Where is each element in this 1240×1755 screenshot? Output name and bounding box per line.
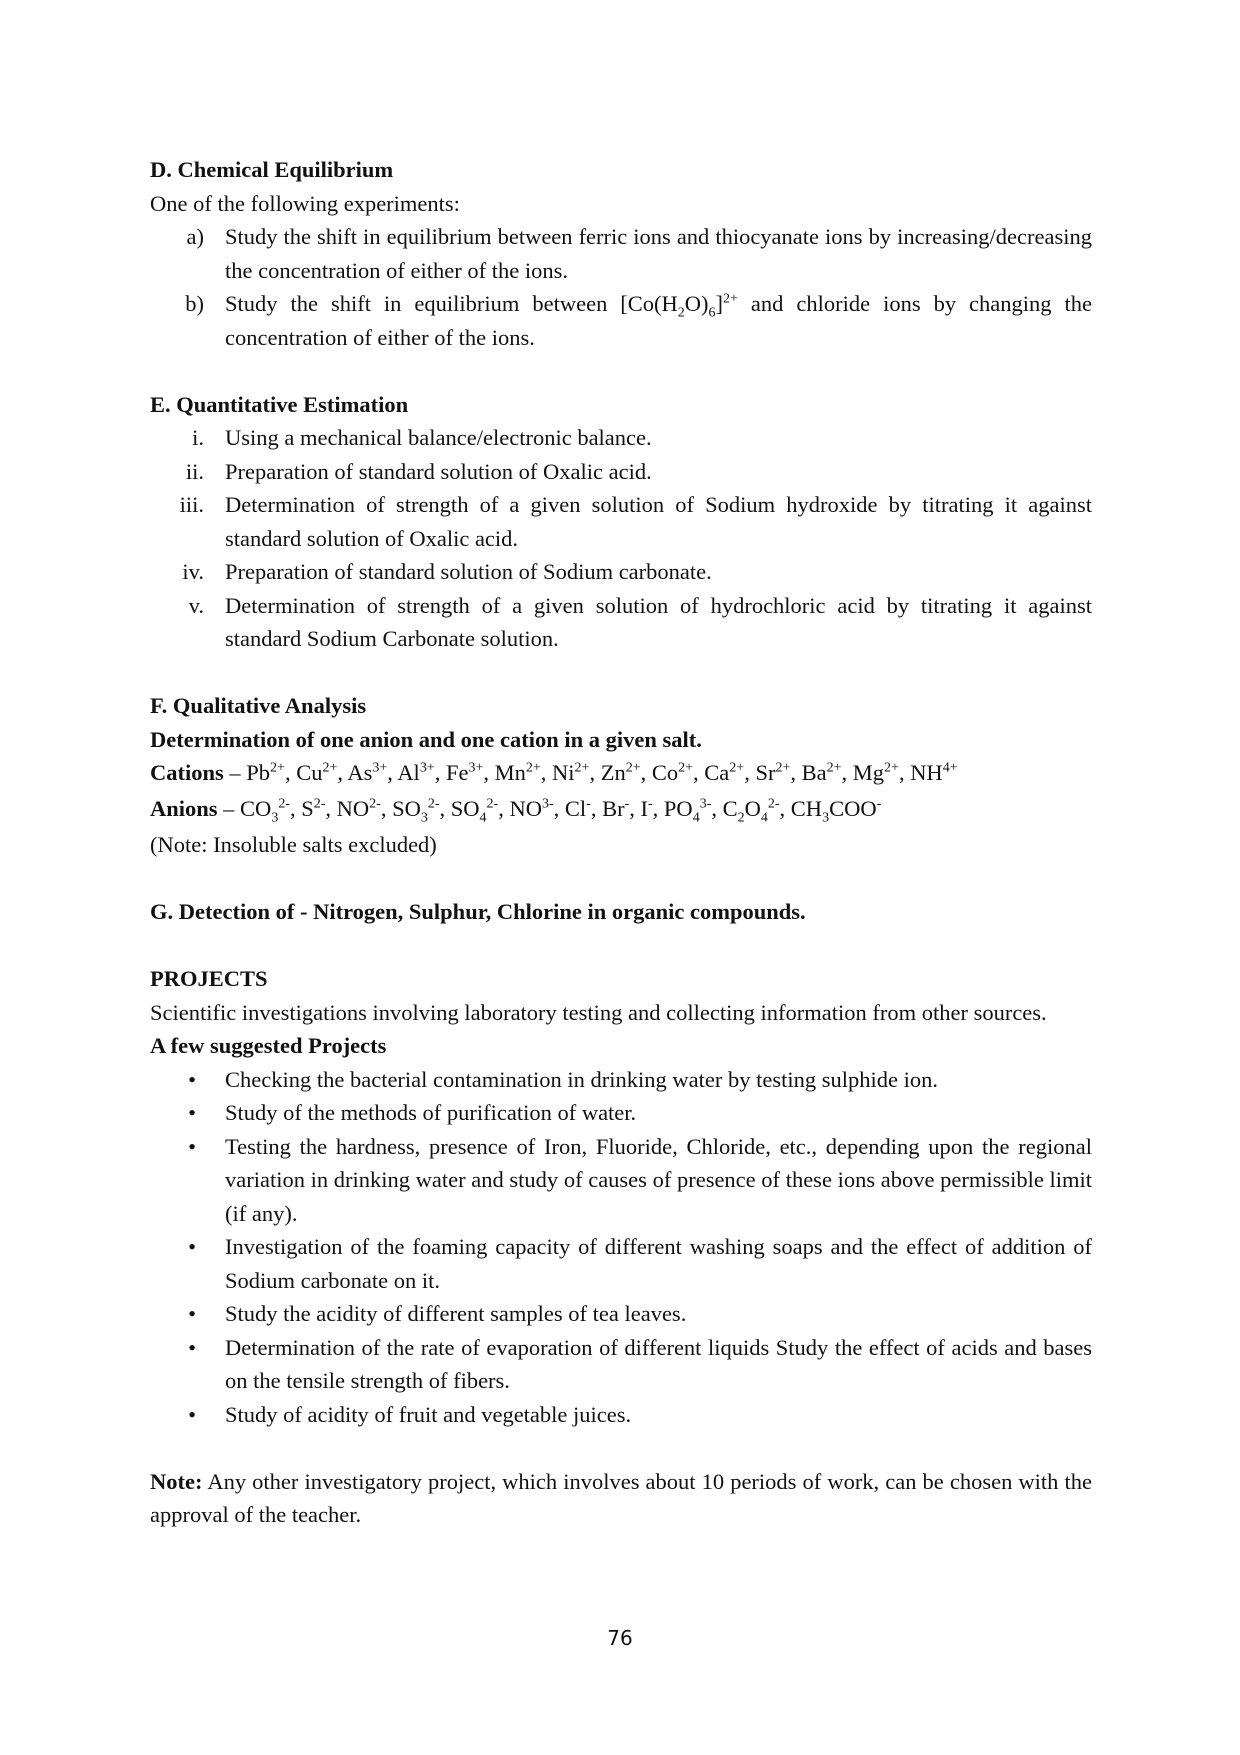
project-item-text: Study of the methods of purification of water.	[225, 1100, 637, 1125]
section-d-heading: D. Chemical Equilibrium	[150, 157, 394, 182]
projects-heading: PROJECTS	[150, 966, 268, 991]
section-f-note: (Note: Insoluble salts excluded)	[150, 832, 437, 857]
ion: Br-	[602, 796, 630, 821]
project-item-text: Study the acidity of different samples of tea leaves.	[225, 1301, 687, 1326]
note-label: Note:	[150, 1468, 203, 1494]
anions-list: $CO_3^{2-}$, $S^{2-}$, $NO^{2-}$, $SO_3^{2-}$, $SO_4^{2-}$, $NO^{3-}$, Cl-, Br-, I-, $PO_4^{3-}$, $C_2O_4^{2-}$, $CH_3COO^-$	[240, 796, 882, 826]
list-item	[150, 455, 1092, 489]
list-item-text: Determination of strength of a given solution of Sodium hydroxide by titrating it against standard solution of Oxalic acid.	[225, 492, 1092, 551]
list-item-text: Using a mechanical balance/electronic balance.	[225, 425, 652, 450]
cations-list: $Pb^{2+}$, $Cu^{2+}$, $As^{3+}$, $Al^{3+}$, $Fe^{3+}$, $Mn^{2+}$, $Ni^{2+}$, $Zn^{2+}$, $Co^{2+}$, $Ca^{2+}$, $Sr^{2+}$, $Ba^{2+}$, $Mg^{2+}$, $NH^{4+}$	[246, 760, 958, 785]
project-item	[150, 1063, 1092, 1097]
section-f-heading: F. Qualitative Analysis	[150, 693, 367, 718]
cations-line: Cations – $Pb^{2+}$, $Cu^{2+}$, $As^{3+}$, $Al^{3+}$, $Fe^{3+}$, $Mn^{2+}$, $Ni^{2+}$, $Zn^{2+}$, $Co^{2+}$, $Ca^{2+}$, $Sr^{2+}$, $Ba^{2+}$, $Mg^{2+}$, $NH^{4+}$	[150, 760, 958, 785]
ion: $SO_3^{2-}$	[392, 796, 440, 826]
anions-line: Anions – $CO_3^{2-}$, $S^{2-}$, $NO^{2-}$, $SO_3^{2-}$, $SO_4^{2-}$, $NO^{3-}$, Cl-, Br-, I-, $PO_4^{3-}$, $C_2O_4^{2-}$, $CH_3COO^-$	[150, 796, 882, 826]
bullet-marker: •	[188, 1234, 196, 1259]
project-item	[150, 1230, 1092, 1297]
bullet-marker: •	[188, 1100, 196, 1125]
list-marker: iv.	[182, 559, 204, 584]
ion: $Ca^{2+}$	[704, 760, 745, 785]
ion: $As^{3+}$	[347, 760, 388, 785]
ion: $Pb^{2+}$	[246, 760, 285, 785]
section-d-list	[150, 220, 1092, 354]
project-item	[150, 1096, 1092, 1130]
project-item-text: Investigation of the foaming capacity of different washing soaps and the effect of addition of Sodium carbonate on it.	[225, 1234, 1092, 1293]
project-item	[150, 1398, 1092, 1432]
project-item	[150, 1297, 1092, 1331]
ion: $S^{2-}$	[301, 796, 326, 821]
list-marker: ii.	[185, 458, 204, 484]
ion: $Mn^{2+}$	[494, 760, 541, 785]
ion: $Al^{3+}$	[397, 760, 435, 785]
list-marker: i.	[192, 425, 204, 450]
list-item	[150, 421, 1092, 455]
project-item-text: Study of acidity of fruit and vegetable juices.	[225, 1401, 632, 1427]
section-f-subheading: Determination of one anion and one cation in a given salt.	[150, 726, 702, 752]
ion: $PO_4^{3-}$	[663, 796, 712, 826]
ion: I-	[640, 796, 653, 821]
ion: $Co^{2+}$	[651, 760, 694, 785]
ion: $NO^{2-}$	[336, 796, 381, 821]
list-marker: b)	[185, 291, 204, 316]
ion: $Fe^{3+}$	[445, 760, 484, 785]
list-item	[150, 287, 1092, 354]
ion: $NH^{4+}$	[910, 760, 958, 785]
ion: $C_2O_4^{2-}$	[722, 796, 780, 826]
list-item-text: Preparation of standard solution of Oxalic acid.	[225, 458, 652, 484]
list-marker: v.	[188, 592, 204, 618]
section-e-list	[150, 421, 1092, 656]
section-g-heading: G. Detection of - Nitrogen, Sulphur, Chlorine in organic compounds.	[150, 899, 806, 924]
project-item	[150, 1331, 1092, 1398]
bullet-marker: •	[188, 1401, 196, 1427]
anions-label: Anions	[150, 796, 218, 821]
ion: $SO_4^{2-}$	[450, 796, 499, 826]
page-number: 76	[607, 1626, 633, 1650]
ion: $Ba^{2+}$	[801, 760, 842, 785]
document-body	[150, 153, 1092, 1532]
bullet-marker: •	[188, 1301, 196, 1326]
bullet-marker: •	[188, 1334, 196, 1360]
closing-note	[150, 1465, 1092, 1532]
projects-subheading: A few suggested Projects	[150, 1033, 387, 1058]
project-item-text: Testing the hardness, presence of Iron, Fluoride, Chloride, etc., depending upon the regional variation in drinking water and study of causes of presence of these ions above permissible limit (if any).	[225, 1133, 1092, 1226]
list-item	[150, 589, 1092, 656]
ion: $Ni^{2+}$	[552, 760, 590, 785]
ion: $Zn^{2+}$	[600, 760, 641, 785]
section-e-heading: E. Quantitative Estimation	[150, 391, 409, 417]
projects-intro: Scientific investigations involving laboratory testing and collecting information from other sources.	[150, 999, 1047, 1025]
ion: $Sr^{2+}$	[755, 760, 791, 785]
section-d-intro: One of the following experiments:	[150, 190, 460, 216]
list-item-text: Determination of strength of a given solution of hydrochloric acid by titrating it against standard Sodium Carbonate solution.	[225, 592, 1092, 651]
projects-list	[150, 1063, 1092, 1432]
project-item-text: Checking the bacterial contamination in drinking water by testing sulphide ion.	[225, 1066, 938, 1092]
bullet-marker: •	[188, 1133, 196, 1159]
ion: $Cu^{2+}$	[296, 760, 338, 785]
ion: $NO^{3-}$	[509, 796, 554, 821]
ion: $Mg^{2+}$	[852, 760, 899, 785]
list-item-text: Study the shift in equilibrium between ferric ions and thiocyanate ions by increasing/decreasing the concentration of either of the ions.	[225, 224, 1092, 283]
list-marker: a)	[186, 224, 204, 249]
list-item-text: Preparation of standard solution of Sodium carbonate.	[225, 559, 712, 584]
list-item	[150, 488, 1092, 555]
list-item	[150, 220, 1092, 287]
ion: $CO_3^{2-}$	[240, 796, 290, 826]
list-item	[150, 555, 1092, 589]
project-item	[150, 1130, 1092, 1231]
list-marker: iii.	[179, 492, 204, 517]
cations-label: Cations	[150, 760, 224, 785]
ion: Cl-	[564, 796, 591, 821]
list-item-text: Study the shift in equilibrium between $[Co(H_2O)_6]^{2+}$ and chloride ions by changing the concentration of either of the ions.	[225, 291, 1092, 350]
note-text: Any other investigatory project, which involves about 10 periods of work, can be chosen with the approval of the teacher.	[150, 1468, 1092, 1527]
project-item-text: Determination of the rate of evaporation of different liquids Study the effect of acids and bases on the tensile strength of fibers.	[225, 1334, 1092, 1393]
bullet-marker: •	[188, 1066, 196, 1092]
ion: $CH_3COO^-$	[790, 796, 882, 826]
